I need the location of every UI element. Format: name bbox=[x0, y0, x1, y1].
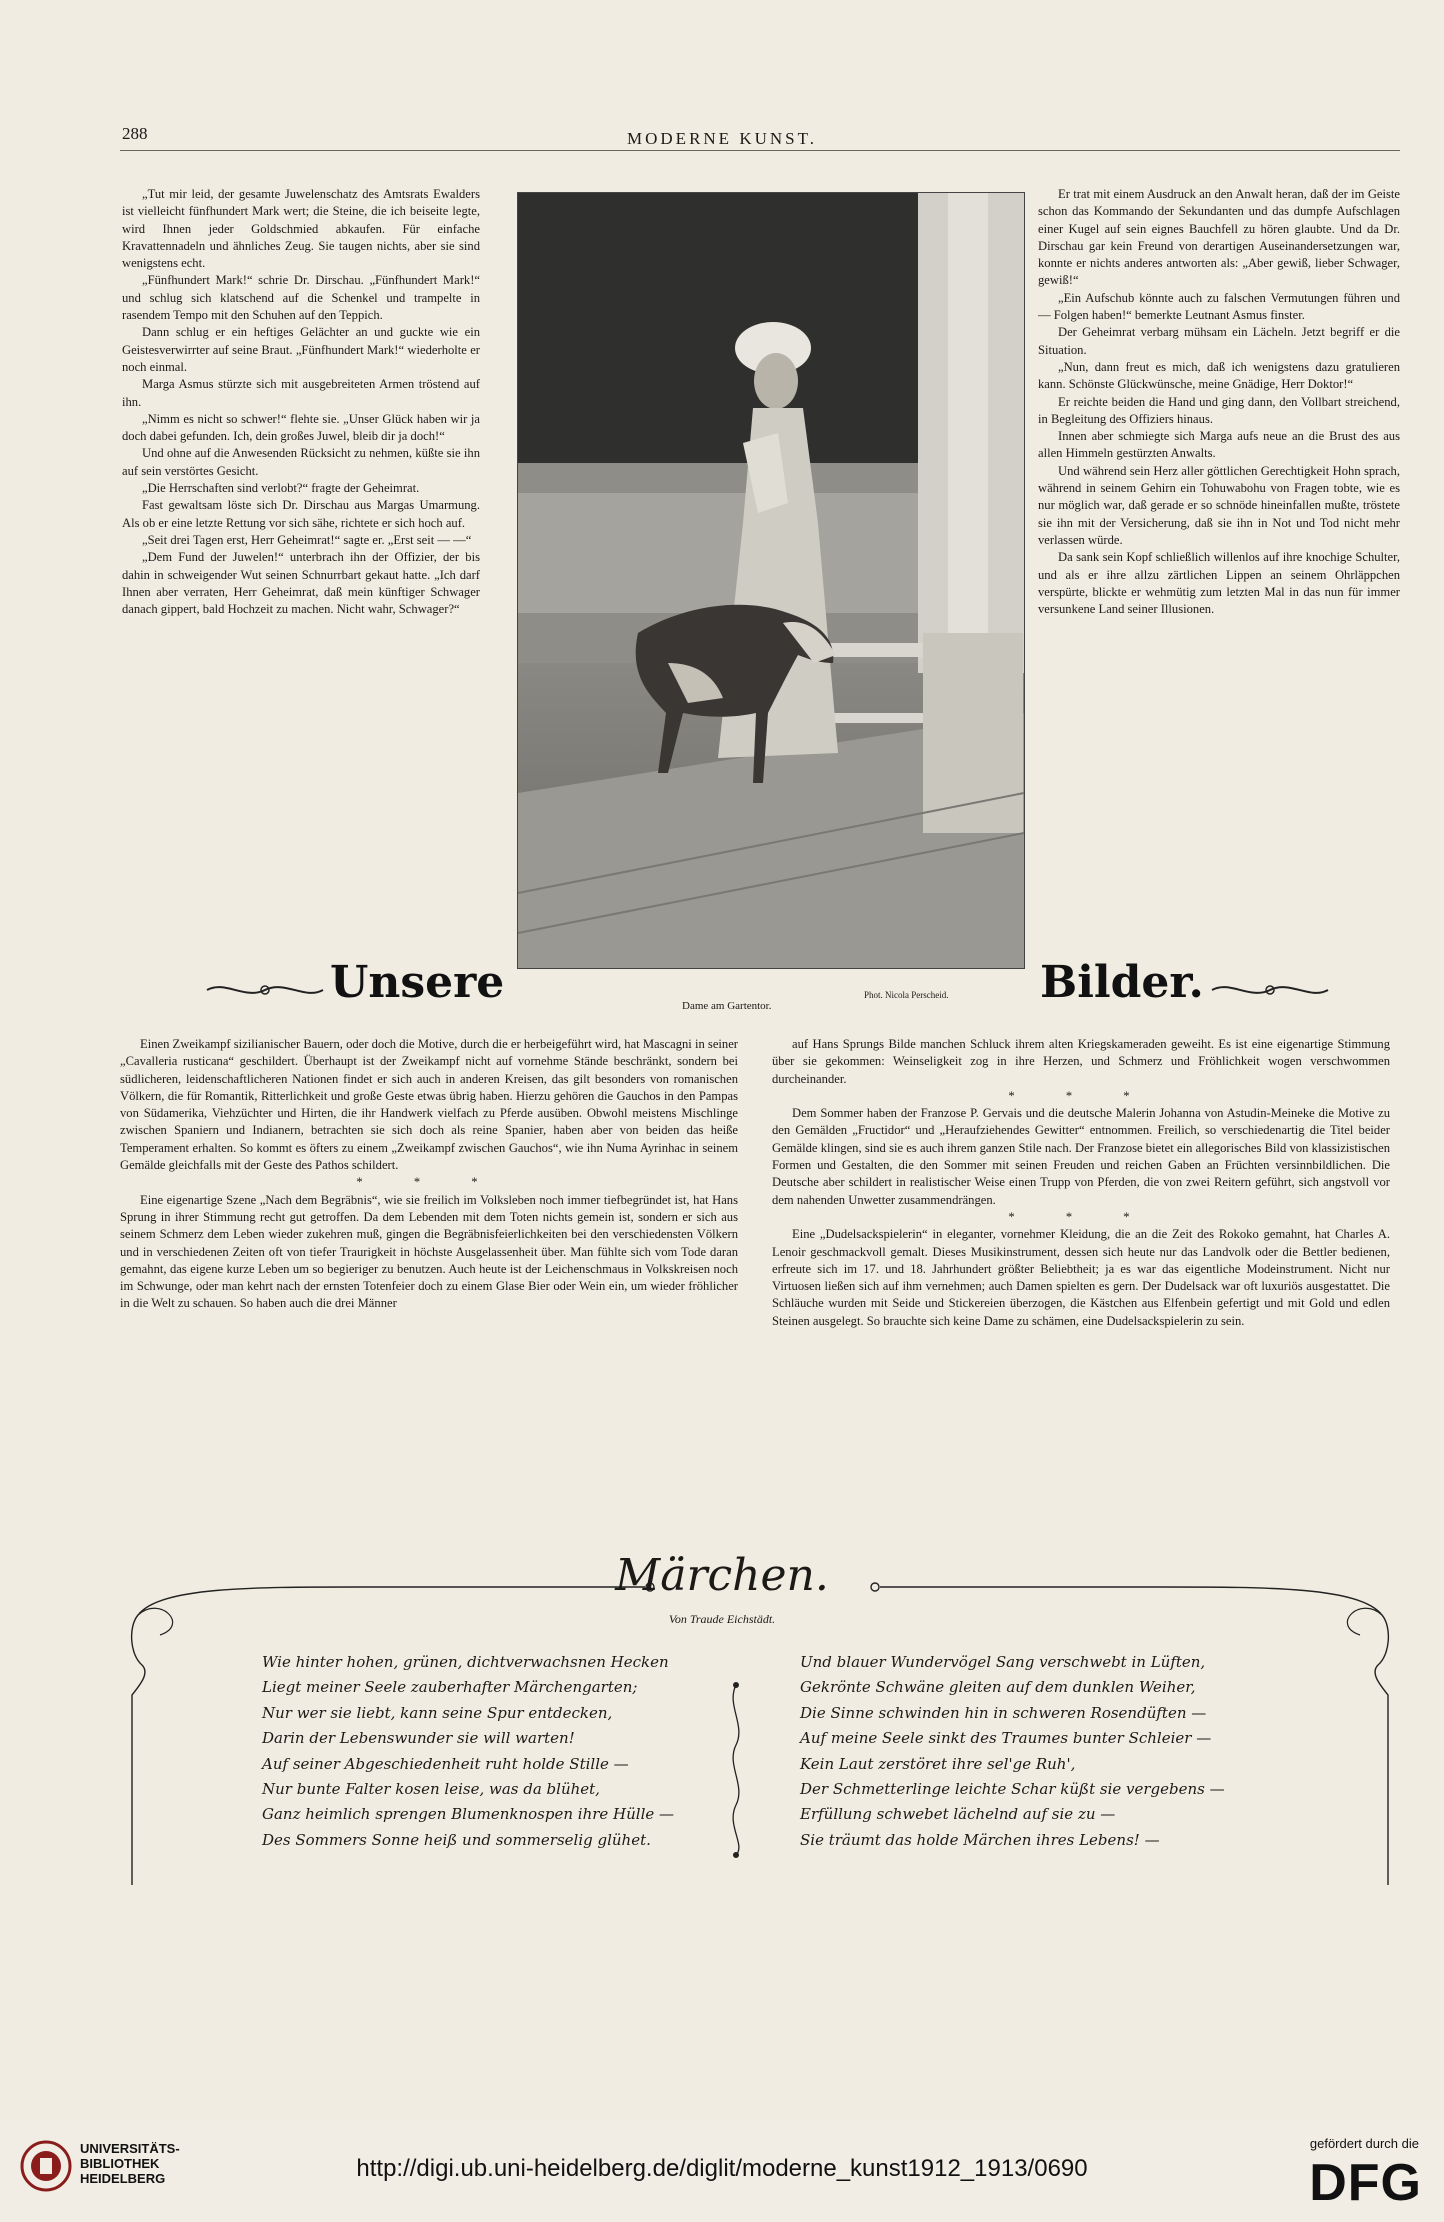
funding-label: gefördert durch die bbox=[1309, 2136, 1419, 2151]
poem-line: Liegt meiner Seele zauberhafter Märchengarten; bbox=[262, 1678, 638, 1697]
digital-copy-link[interactable]: http://digi.ub.uni-heidelberg.de/diglit/moderne_kunst1912_1913/0690 bbox=[356, 2155, 1088, 2182]
paragraph: „Die Herrschaften sind verlobt?“ fragte der Geheimrat. bbox=[142, 481, 420, 496]
paragraph: Eine eigenartige Szene „Nach dem Begräbnis“, wie sie freilich im Volksleben noch immer tiefbegründet ist, hat Hans Sprung in ihrer Stimmung recht gut getroffen. Da dem Lebenden mit dem Toten nichts gemein ist, sondern er sich aus seinem Schmerz dem Leben wieder zukehren muß, gingen die Begräbnisfeierlichkeiten bei den verschiedensten Völkern und in verschiedenen Zeiten oft von tiefer Traurigkeit in höchste Ausgelassenheit über. Man fühlte sich vom Tode daran gemahnt, das eigene kurze Leben um so begieriger zu benutzen. Auch heute ist der Leichenschmaus in Volkskreisen noch im Schwunge, oder man kehrt nach der ernsten Totenfeier doch zu einem Glase Bier oder Wein ein, um wieder fröhlicher in die Welt zu schauen. So haben auch die drei Männer bbox=[120, 1192, 738, 1311]
paragraph: Er reichte beiden die Hand und ging dann, den Vollbart streichend, in Begleitung des Offiziers hinaus. bbox=[1038, 394, 1400, 426]
section-divider: * * * bbox=[1008, 1088, 1154, 1103]
poem-line: Nur bunte Falter kosen leise, was da blühet, bbox=[262, 1780, 600, 1799]
section-title-right: Bilder. bbox=[1040, 957, 1204, 1008]
poem-line: Erfüllung schwebet lächelnd auf sie zu — bbox=[800, 1805, 1116, 1824]
poem-line: Und blauer Wundervögel Sang verschwebt in Lüften, bbox=[800, 1653, 1206, 1671]
paragraph: Dann schlug er ein heftiges Gelächter an und guckte wie ein Geistesverwirrter auf seine Braut. „Fünfhundert Mark!“ wiederholte er noch einmal. bbox=[122, 325, 480, 374]
poem-line: Kein Laut zerstöret ihre sel'ge Ruh', bbox=[800, 1754, 1076, 1773]
paragraph: Fast gewaltsam löste sich Dr. Dirschau aus Margas Umarmung. Als ob er eine letzte Rettung vor sich sähe, richtete er sich hoch auf. bbox=[122, 498, 480, 530]
poem-line: Nur wer sie liebt, kann seine Spur entdecken, bbox=[262, 1703, 613, 1722]
poem-line: Sie träumt das holde Märchen ihres Lebens! — bbox=[800, 1830, 1160, 1849]
paragraph: Dem Sommer haben der Franzose P. Gervais und die deutsche Malerin Johanna von Astudin-Meineke die Motive zu den Gemälden „Fructidor“ und „Heraufziehendes Gewitter“ entnommen. Freilich, so verschiedenartig die Titel beider Gemälde klingen, sind sie es auch ihrem ganzen Stile nach. Der Franzose bietet ein allegorisches Bild von klassizistischen Formen und Gestalten, die den Sommer mit seinen Freuden und reichen Gaben an Früchten versinnbildlichen. Die Deutsche aber schildert in realistischer Weise einen Trupp von Pferden, die von zwei Reitern geführt, sich angstvoll vor dem nahenden Unwetter zusammendrängen. bbox=[772, 1106, 1390, 1207]
section-divider: * * * bbox=[356, 1175, 502, 1190]
section-title-left: Unsere bbox=[330, 957, 505, 1008]
poem-column-right bbox=[800, 1650, 1225, 1853]
photo-credit: Phot. Nicola Perscheid. bbox=[864, 990, 949, 1000]
journal-title: MODERNE KUNST. bbox=[627, 129, 817, 148]
paragraph: „Ein Aufschub könnte auch zu falschen Vermutungen führen und — Folgen haben!“ bemerkte Leutnant Asmus finster. bbox=[1038, 290, 1400, 323]
paragraph: Er trat mit einem Ausdruck an den Anwalt heran, daß der im Geiste schon das Kommando der Sekundanten und das dumpfe Aufschlagen einer Kugel auf sein eignes Bauchfell zu hören glaubte. Und da Dr. Dirschau gar kein Freund von derartigen Auseinandersetzungen war, konnte er nichts anderes antworten als: „Aber gewiß, lieber Schwager, gewiß!“ bbox=[1038, 187, 1400, 288]
dfg-logo: DFG bbox=[1309, 2154, 1422, 2212]
poem-line: Die Sinne schwinden hin in schweren Rosendüften — bbox=[800, 1703, 1207, 1722]
paragraph: „Nun, dann freut es mich, daß ich wenigstens dazu gratulieren kann. Schönste Glückwünsche, meine Gnädige, Herr Doktor!“ bbox=[1038, 359, 1400, 392]
poem-line: Gekrönte Schwäne gleiten auf dem dunklen Weiher, bbox=[800, 1678, 1196, 1697]
paragraph: „Fünfhundert Mark!“ schrie Dr. Dirschau. „Fünfhundert Mark!“ und schlug sich klatschend auf die Schenkel und trampelte in rasendem Tempo mit den Schuhen auf den Teppich. bbox=[122, 273, 480, 323]
paragraph: „Dem Fund der Juwelen!“ unterbrach ihn der Offizier, der bis dahin in schweigender Wut seinen Schnurrbart gekaut hatte. „Ich darf Ihnen aber verraten, Herr Geheimrat, daß mein künftiger Schwager danach gippert, bald Hochzeit zu machen. Nicht wahr, Schwager?“ bbox=[122, 550, 480, 617]
library-name-line: UNIVERSITÄTS- bbox=[80, 2141, 180, 2156]
poem-line: Darin der Lebenswunder sie will warten! bbox=[262, 1729, 575, 1748]
bilder-column-right bbox=[772, 1036, 1390, 1330]
photo-caption: Dame am Gartentor. bbox=[682, 1000, 772, 1012]
page-number: 288 bbox=[122, 124, 148, 143]
paragraph: Der Geheimrat verbarg mühsam ein Lächeln. Jetzt begriff er die Situation. bbox=[1038, 325, 1400, 357]
paragraph: Da sank sein Kopf schließlich willenlos auf ihre knochige Schulter, und als er ihre allzu zärtlichen Lippen an seinem Ohrläppchen verspürte, blickte er wehmütig zum letzten Mal in das nun für immer versunkene Land seiner Illusionen. bbox=[1038, 550, 1400, 617]
header-rule bbox=[120, 150, 1400, 151]
poem-title: Märchen. bbox=[615, 1550, 829, 1601]
section-divider: * * * bbox=[1008, 1209, 1154, 1224]
photo-image bbox=[518, 193, 1024, 968]
flourish-right-icon bbox=[1210, 978, 1330, 1002]
paragraph: „Nimm es nicht so schwer!“ flehte sie. „Unser Glück haben wir ja doch dabei gefunden. Ich, dein großes Juwel, bleib dir ja doch!“ bbox=[122, 411, 480, 444]
paragraph: „Tut mir leid, der gesamte Juwelenschatz des Amtsrats Ewalders ist vielleicht fünfhundert Mark wert; die Steine, die ich beiseite legte, wird Ihnen jeder Goldschmied abkaufen. Für einfache Kravattennadeln und ähnliches Zeug. Sie taugen nichts, aber sie sind wenigstens echt. bbox=[122, 187, 480, 271]
poem-line: Wie hinter hohen, grünen, dichtverwachsnen Hecken bbox=[262, 1653, 669, 1671]
paragraph: „Seit drei Tagen erst, Herr Geheimrat!“ sagte er. „Erst seit — —“ bbox=[142, 532, 472, 547]
bilder-column-left bbox=[120, 1036, 738, 1313]
poem-line: Des Sommers Sonne heiß und sommerselig glühet. bbox=[262, 1830, 651, 1849]
paragraph: auf Hans Sprungs Bilde manchen Schluck ihrem alten Kriegskameraden geweiht. Es ist eine eigenartige Stimmung über sie gekommen: Weinseligkeit zog in ihre Herzen, und Schmerz und Fröhlichkeit wogen verschwommen durcheinander. bbox=[772, 1037, 1390, 1086]
poem-column-left bbox=[262, 1650, 674, 1853]
library-name-line: HEIDELBERG bbox=[80, 2171, 166, 2186]
flourish-left-icon bbox=[205, 978, 325, 1002]
paragraph: Innen aber schmiegte sich Marga aufs neue an die Brust des aus allen Himmeln gestürzten Anwalts. bbox=[1038, 429, 1400, 461]
paragraph: Und während sein Herz aller göttlichen Gerechtigkeit Hohn sprach, während in seinem Gehirn ein Tohuwabohu von Fragen tobte, wie es nur möglich war, daß gerade er so schnöde hineinfallen mußte, tröstete sie ihn mit der Versicherung, daß sie ihn in Not und Tod nicht mehr verlassen würde. bbox=[1038, 463, 1400, 547]
poem-line: Ganz heimlich sprengen Blumenknospen ihre Hülle — bbox=[262, 1805, 675, 1824]
poem-line: Auf meine Seele sinkt des Traumes bunter Schleier — bbox=[800, 1729, 1212, 1748]
paragraph: Marga Asmus stürzte sich mit ausgebreiteten Armen tröstend auf ihn. bbox=[122, 377, 480, 409]
paragraph: Einen Zweikampf sizilianischer Bauern, oder doch die Motive, durch die er herbeigeführt wird, hat Mascagni in seiner „Cavalleria rusticana“ geschildert. Überhaupt ist der Zweikampf nicht auf vornehme Stände beschränkt, sondern bei südlicheren, leidenschaftlicheren Nationen findet er sich auch in anderen Kreisen, das gilt besonders von romanischen Völkern, die für Romantik, Ritterlichkeit und große Geste etwas übrig haben. Hierzu gehören die Gauchos in den Pampas von Südamerika, Viehzüchter und Hirten, die ihr Handwerk vielfach zu Pferde ausüben. Obwohl meistens Mischlinge zwischen Spaniern und Indianern, betrachten sie sich doch als reine Spanier, haben aber von beiden das heiße Temperament erhalten. So kommt es öfters zu einem „Zweikampf zwischen Gauchos“, wie ihn Numa Ayrinhac in seinem Gemälde gleichfalls mit der Geste des Pathos schildert. bbox=[120, 1037, 738, 1173]
library-name-line: BIBLIOTHEK bbox=[80, 2156, 160, 2171]
story-column-right bbox=[1038, 186, 1400, 618]
paragraph: Und ohne auf die Anwesenden Rücksicht zu nehmen, küßte sie ihn auf sein verstörtes Gesicht. bbox=[122, 446, 480, 478]
poem-line: Der Schmetterlinge leichte Schar küßt sie vergebens — bbox=[800, 1780, 1225, 1799]
story-column-left bbox=[122, 186, 480, 618]
poem-author: Von Traude Eichstädt. bbox=[668, 1612, 776, 1626]
photo-dame-am-gartentor bbox=[517, 192, 1025, 969]
poem-line: Auf seiner Abgeschiedenheit ruht holde Stille — bbox=[262, 1754, 629, 1773]
paragraph: Eine „Dudelsackspielerin“ in eleganter, vornehmer Kleidung, die an die Zeit des Rokoko gemahnt, hat Charles A. Lenoir geschmackvoll gemalt. Dieses Musikinstrument, dessen sich heute nur das Landvolk oder die Bettler bedienen, erfreute sich im 17. und 18. Jahrhundert größter Beliebtheit; ja es war das eigentliche Modeinstrument. Nicht nur Virtuosen ließen sich auf ihm vernehmen; auch Damen spielten es gern. Der Dudelsack war oft luxuriös ausgestattet. Die Schläuche wurden mit Seide und Stickereien überzogen, die Kästchen aus Elfenbein gefertigt und mit Gold und edlen Steinen ausgelegt. So brauchte sich keine Dame zu schämen, eine Dudelsackspielerin zu sein. bbox=[772, 1227, 1390, 1328]
